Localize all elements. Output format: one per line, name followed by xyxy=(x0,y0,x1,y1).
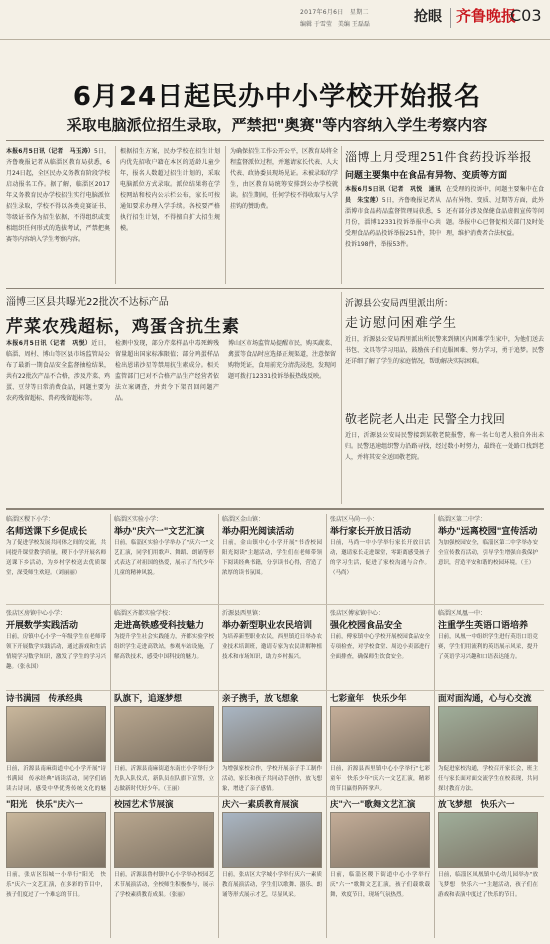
column-divider xyxy=(110,514,111,938)
section-rule xyxy=(6,288,544,289)
paper-logo: 齐鲁晚报 xyxy=(456,7,517,25)
brief-source: 临淄区凤凰一中： xyxy=(438,610,487,617)
column-divider xyxy=(434,514,435,938)
brief-body: 为培养新型职业农民，西里镇近日举办农业技术培训班，邀请专家为农民讲解种植技术和市场知识，助力乡村振兴。 xyxy=(222,634,322,660)
brief-title: 举行家长开放日活动 xyxy=(330,527,412,537)
column-divider xyxy=(341,146,342,284)
brief-body: 日前，马尚一中小学举行家长开放日活动，邀请家长走进课堂，零距离感受孩子的学习生活，促进了家校沟通与合作。（马尚） xyxy=(330,540,430,576)
food-story-subtitle: 问题主要集中在食品有异物、变质等方面 xyxy=(345,171,508,181)
photo-caption-body: 日前，张店区铝城一小举行"阳光 快乐"庆六一文艺汇演，在多彩的节目中，孩子们度过了一个难忘的节日。 xyxy=(6,872,106,898)
celery-byline: 本报6月5日讯（记者 巩悦） xyxy=(6,340,92,347)
column-divider xyxy=(218,514,219,938)
photo-caption-body: 日前，沂源县鲁村镇中心小学举办校园艺术节展演活动，全校师生积极参与，展示了学校素质教育成果。（张丽） xyxy=(114,872,214,898)
food-column-1 xyxy=(345,184,441,284)
photo-caption-body: 为增强家校合作，学校开展亲子手工制作活动，家长和孩子共同动手创作，放飞想象，增进了亲子感情。 xyxy=(222,766,322,792)
news-photo xyxy=(6,812,106,868)
brief-source: 张店区傅家镇中心： xyxy=(330,610,385,617)
food-col2-text: 在受理的投诉中，问题主要集中在食品有异物、变质、过期等方面，此外还有部分涉及保健食品虚假宣传等问题。举报中心已督促相关部门及时处理，维护消费者合法权益。 xyxy=(446,186,544,237)
news-photo xyxy=(114,706,214,762)
photo-caption-title: 面对面沟通，心与心交流 xyxy=(438,694,532,704)
brief-source: 临淄区齐都实验学校： xyxy=(114,610,175,617)
photo-caption-title: 放飞梦想 快乐六一 xyxy=(438,800,515,810)
brief-title: 举办"庆六一"文艺汇演 xyxy=(114,527,205,537)
lead-column-1 xyxy=(6,146,110,286)
photo-caption-body: 日前，临淄区凤凰镇中心幼儿园举办"放飞梦想 快乐六一"主题活动，孩子们在游戏和表演中度过了快乐的节日。 xyxy=(438,872,538,898)
brief-source: 沂源县西里镇： xyxy=(222,610,265,617)
food-column-2 xyxy=(446,184,544,284)
lead-headline: 6月24日起民办中小学校开始报名 xyxy=(72,82,482,112)
photo-caption-title: 校园艺术节展演 xyxy=(114,800,174,810)
brief-source: 临淄区实验小学： xyxy=(114,516,163,523)
brief-source: 临淄区第二中学： xyxy=(438,516,487,523)
brief-title: 名师送课下乡促成长 xyxy=(6,527,88,537)
celery-col2-text: 检测中发现，部分芹菜样品中毒死蜱残留量超出国家标准限值；部分鸡蛋样品检出恩诺沙星等禁用抗生素成分。相关监管部门已对不合格产品生产经营者依法立案调查，并责令下架召回问题产品。 xyxy=(115,340,219,402)
masthead xyxy=(0,0,550,40)
photo-caption-title: 七彩童年 快乐少年 xyxy=(330,694,407,704)
news-photo xyxy=(438,706,538,762)
photo-caption-title: 庆六一素质教育展演 xyxy=(222,800,299,810)
news-photo xyxy=(438,812,538,868)
section-name: 抢眼 xyxy=(414,9,442,25)
photo-caption-title: 诗书满园 传承经典 xyxy=(6,694,83,704)
photo-caption-body: 日前，沂源县西里镇中心小学举行"七彩童年 快乐少年"庆六一文艺汇演，精彩的节目赢得阵阵掌声。 xyxy=(330,766,430,792)
brief-body: 日前，临淄区实验小学举办了"庆六一"文艺汇演，同学们用歌声、舞蹈、朗诵等形式表达了对祖国的热爱，展示了当代少年儿童的精神风貌。 xyxy=(114,540,214,576)
headline-rule xyxy=(6,140,544,141)
police-headline: 走访慰问困难学生 xyxy=(345,316,458,331)
photo-caption-body: 日前，张店区大学城小学举行庆六一素质教育展演活动，学生们以歌舞、器乐、朗诵等形式展示才艺，尽显风采。 xyxy=(222,872,322,898)
masthead-divider xyxy=(450,8,451,28)
celery-kicker: 淄博三区县共曝光22批次不达标产品 xyxy=(6,297,169,308)
food-byline: 本报6月5日讯（记者 巩悦 通讯员 朱宝莲） xyxy=(345,186,441,204)
brief-title: 走进高铁感受科技魅力 xyxy=(114,621,205,631)
brief-body: 日前，房镇中心小学一年级学生在老师带领下开展数学实践活动，通过游戏和生活情境学习数学知识，激发了学生的学习兴趣。（张永国） xyxy=(6,634,106,670)
lead-col3-text: 为确保招生工作公开公平，区教育局将全程监督派位过程，并邀请家长代表、人大代表、政协委员现场见证。未被录取的学生，由区教育局统筹安排到公办学校就读。招生期间，任何学校不得收取与入学挂钩的赞助费。 xyxy=(230,148,338,210)
brief-title: 举办阳光阅读活动 xyxy=(222,527,295,537)
elder-headline: 敬老院老人出走 民警全力找回 xyxy=(345,412,505,426)
brief-source: 临淄区金山镇： xyxy=(222,516,265,523)
celery-headline: 芹菜农残超标，鸡蛋含抗生素 xyxy=(6,317,240,337)
food-col1-text: 5日，齐鲁晚报记者从淄博市食品药品监督管理局获悉，5月份，淄博12331投诉举报中心共受理食品药品投诉举报251件，其中投诉198件，举报53件。 xyxy=(345,197,441,248)
news-photo xyxy=(330,812,430,868)
photo-caption-title: 队旗下，追逐梦想 xyxy=(114,694,183,704)
police-body xyxy=(345,334,544,404)
photo-caption-body: 日前，沂源县南麻街道中心小学开展"诗书满园 传承经典"诵读活动，同学们诵读古诗词，感受中华优秀传统文化的魅 xyxy=(6,766,106,792)
photo-caption-body: 日前，临淄区稷下街道中心小学举行庆"六一"歌舞文艺汇演，孩子们载歌载舞，欢度节日，现场气氛热烈。 xyxy=(330,872,430,898)
brief-source: 张店区房镇中心小学： xyxy=(6,610,67,617)
brief-body: 为加强校园安全，临淄区第二中学举办安全宣传教育活动，引导学生增强自我保护意识，营造平安和谐的校园环境。（王） xyxy=(438,540,538,566)
news-photo xyxy=(330,706,430,762)
brief-body: 日前，傅家镇中心学校开展校园食品安全专项检查，对学校食堂、周边小卖部进行全面排查，确保师生饮食安全。 xyxy=(330,634,430,660)
news-photo xyxy=(222,706,322,762)
photo-caption-title: 庆"六一"歌舞文艺汇演 xyxy=(330,800,416,810)
celery-column-1 xyxy=(6,338,110,504)
briefs-rule xyxy=(6,508,544,510)
photo-caption-body: 日前，沂源县南麻街道东南庄小学举行少先队入队仪式，新队员在队旗下宣誓，立志做新时代好少年。（王丽） xyxy=(114,766,214,792)
brief-body: 日前，金山镇中心小学开展"书香校园 阳光阅读"主题活动，学生们在老师带领下阅读经典书籍，分享读书心得，营造了浓厚的读书氛围。 xyxy=(222,540,322,576)
food-story-title: 淄博上月受理251件食药投诉举报 xyxy=(345,150,532,164)
page-number: C03 xyxy=(510,6,542,25)
news-photo xyxy=(6,706,106,762)
police-body-text: 近日，沂源县公安局西里派出所民警来到辖区内困难学生家中，为他们送去书包、文具等学习用品，鼓励孩子们克服困难、努力学习，勇于追梦。民警还详细了解了学生的家庭情况，帮助解决实际困难。 xyxy=(345,336,544,365)
brief-source: 临淄区稷下小学： xyxy=(6,516,55,523)
brief-body: 日前，凤凰一中组织学生进行英语口语竞赛，学生们用流利的英语展示风采，提升了英语学习兴趣和口语表达能力。 xyxy=(438,634,538,660)
brief-source: 张店区马尚一小： xyxy=(330,516,379,523)
lead-col1-text: 5日，齐鲁晚报记者从临淄区教育局获悉，6月24日起，全区民办义务教育阶段学校启动报名工作。据了解，临淄区2017年义务教育民办学校招生实行电脑派位招生录取，学校不得以各类竞赛证书、等级证书作为招生依据，不得组织或变相组织任何形式的选拔考试，严禁把奥赛等内容纳入学生考察内容。 xyxy=(6,148,110,243)
column-divider xyxy=(115,146,116,284)
elder-body xyxy=(345,430,544,504)
lead-byline: 本报6月5日讯（记者 马玉涛） xyxy=(6,148,94,155)
brief-title: 开展数学实践活动 xyxy=(6,621,79,631)
police-kicker: 沂源县公安局西里派出所： xyxy=(345,299,454,309)
celery-col1-text: 近日，临淄、周村、博山等区县市场监管局公布了最新一期食品安全监督抽检结果，共有22批次产品不合格，涉及芹菜、鸡蛋、豆芽等日常消费食品，问题主要为农药残留超标、兽药残留超标等。 xyxy=(6,340,110,402)
news-photo xyxy=(222,812,322,868)
column-divider xyxy=(341,292,342,504)
issue-date: 2017年6月6日 星期二 xyxy=(300,9,369,16)
photo-caption-body: 为促进家校沟通，学校召开家长会，班主任与家长面对面交流学生在校表现，共同探讨教育方法。 xyxy=(438,766,538,792)
brief-body: 为了促进学校发展共同体之间的交流，共同提升课堂教学质量，稷下小学开展名师送课下乡活动，为乡村学校送去优质课堂，深受师生欢迎。（刘丽丽） xyxy=(6,540,106,576)
celery-col3-text: 博山区市场监管局提醒市民，购买蔬菜、禽蛋等食品时应选择正规渠道，注意保留购物凭证，食用前充分清洗浸泡，发现问题可拨打12331投诉举报热线反映。 xyxy=(228,340,336,380)
brief-title: 举办新型职业农民培训 xyxy=(222,621,313,631)
column-divider xyxy=(326,514,327,938)
brief-title: 强化校园食品安全 xyxy=(330,621,403,631)
brief-body: 为提升学生社会实践能力，齐都实验学校组织学生走进高铁站，参观车站设施，了解高铁技术，感受中国科技的魅力。 xyxy=(114,634,214,660)
lead-subhead: 采取电脑派位招生录取，严禁把"奥赛"等内容纳入学生考察内容 xyxy=(66,116,488,134)
column-divider xyxy=(225,146,226,284)
elder-body-text: 近日，沂源县公安局民警接到某敬老院报警，称一名七旬老人独自外出未归。民警迅速组织警力沿路寻找，经过数小时努力，最终在一处路口找到老人，并将其安全送回敬老院。 xyxy=(345,432,544,461)
photo-caption-title: "阳光 快乐"庆六一 xyxy=(6,800,83,810)
brief-title: 举办"远离校园"宣传活动 xyxy=(438,527,538,537)
photo-caption-title: 亲子携手，放飞想象 xyxy=(222,694,299,704)
news-photo xyxy=(114,812,214,868)
brief-row-rule xyxy=(6,796,544,797)
brief-row-rule xyxy=(6,690,544,691)
lead-column-3 xyxy=(230,146,338,286)
editor-credit: 编辑 于雪莹 美编 王磊磊 xyxy=(300,21,370,28)
brief-row-rule xyxy=(6,604,544,605)
lead-column-2 xyxy=(120,146,220,286)
lead-col2-text: 根据招生方案，民办学校在招生计划内优先招收户籍在本区的适龄儿童少年，报名人数超过招生计划的，采取电脑派位方式录取。派位结果将在学校网站和校内公示栏公布，家长可按通知要求办理入学手续。各校要严格执行招生计划，不得擅自扩大招生规模。 xyxy=(120,148,220,232)
celery-column-3 xyxy=(228,338,336,504)
celery-column-2 xyxy=(115,338,219,504)
brief-title: 注重学生英语口语培养 xyxy=(438,621,529,631)
